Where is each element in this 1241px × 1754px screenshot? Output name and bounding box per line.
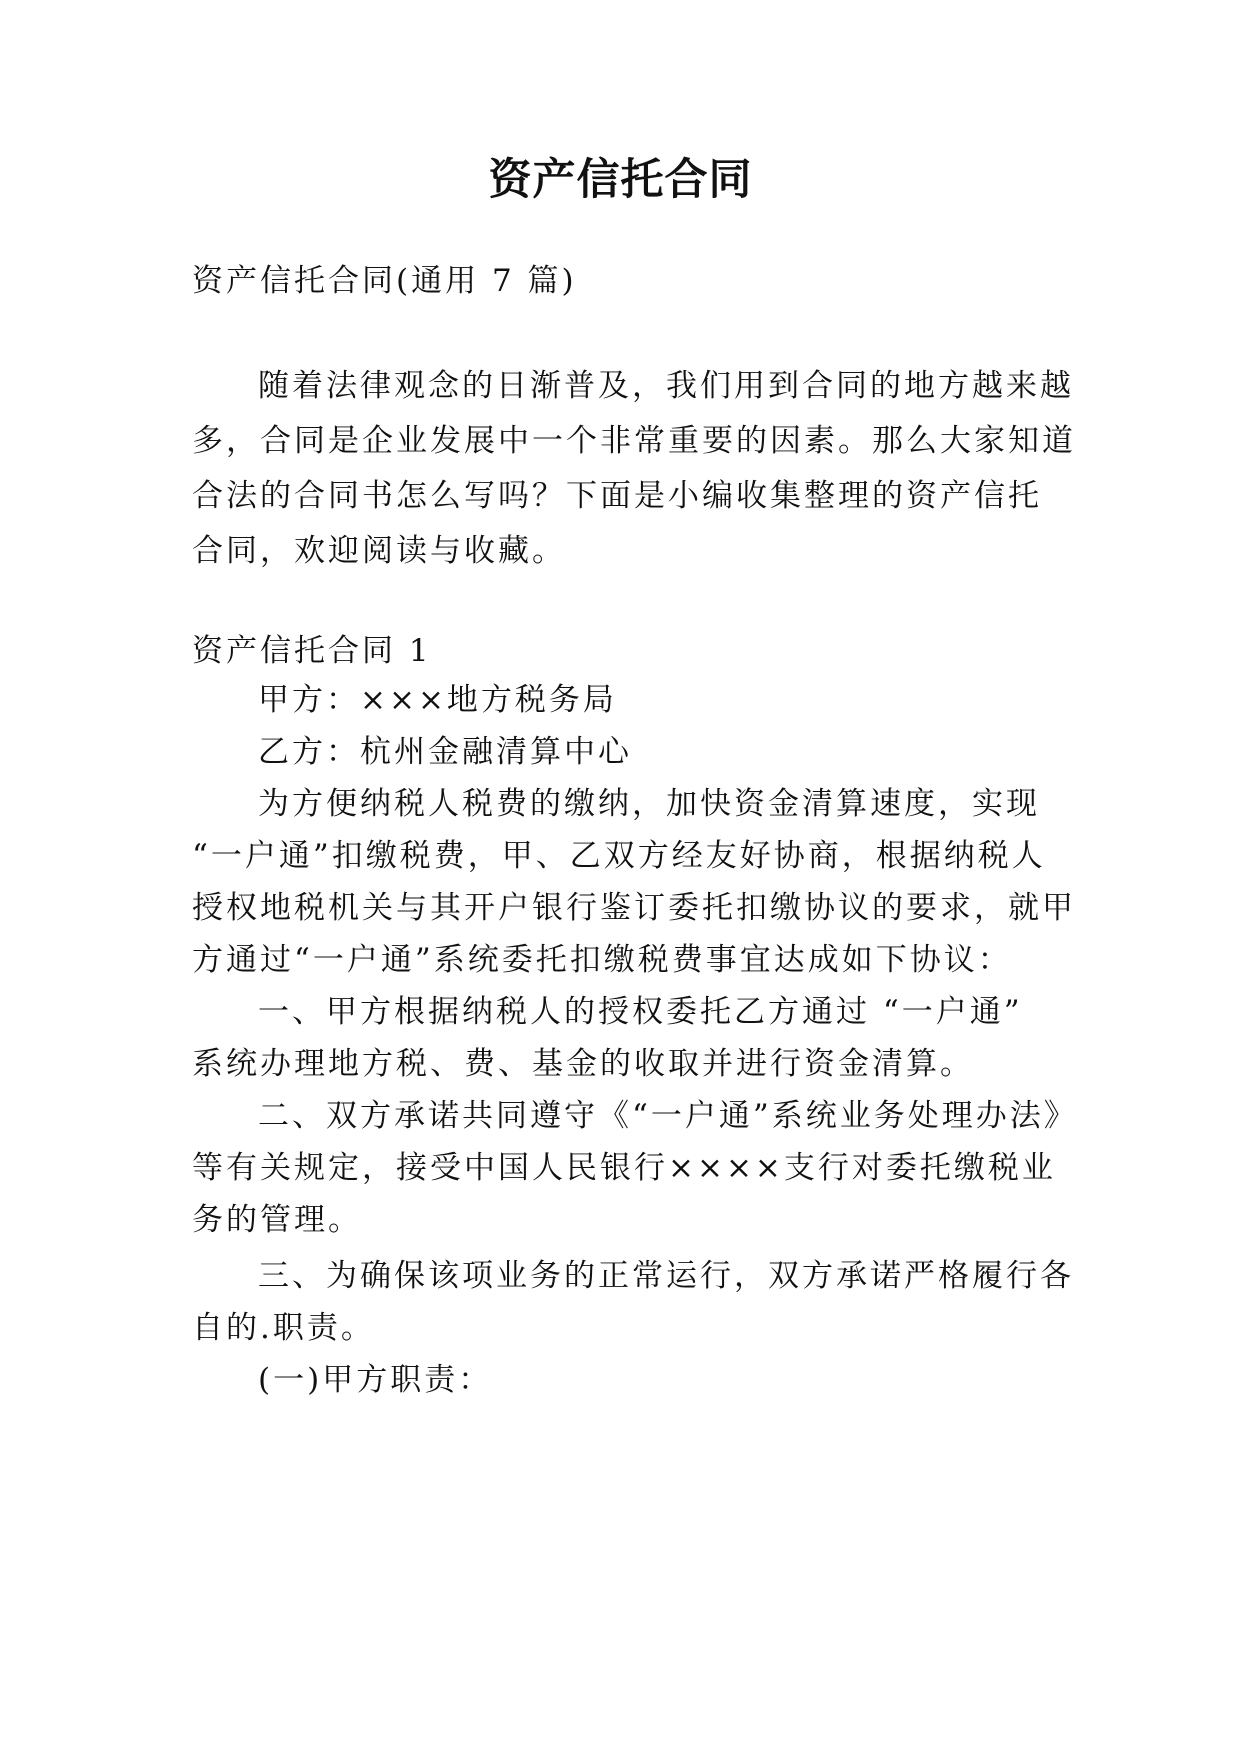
body-line: 二、双方承诺共同遵守《“一户通”系统业务处理办法》	[258, 1098, 1078, 1134]
body-line: 授权地税机关与其开户银行鉴订委托扣缴协议的要求，就甲	[192, 890, 1076, 926]
document-subtitle: 资产信托合同(通用 7 篇)	[192, 263, 577, 299]
party-b: 乙方：杭州金融清算中心	[258, 734, 632, 770]
body-line: 等有关规定，接受中国人民银行××××支行对委托缴税业	[192, 1150, 1056, 1186]
body-line: 方通过“一户通”系统委托扣缴税费事宜达成如下协议：	[192, 942, 1012, 978]
body-line: 为方便纳税人税费的缴纳，加快资金清算速度，实现	[258, 786, 1040, 822]
body-line: 一、甲方根据纳税人的授权委托乙方通过 “一户通”	[258, 994, 1023, 1030]
body-line: 自的.职责。	[192, 1310, 375, 1346]
body-line: 三、为确保该项业务的正常运行，双方承诺严格履行各	[258, 1258, 1074, 1294]
party-a: 甲方：×××地方税务局	[258, 682, 617, 718]
body-line: 系统办理地方税、费、基金的收取并进行资金清算。	[192, 1046, 974, 1082]
intro-line: 合同，欢迎阅读与收藏。	[192, 533, 566, 569]
intro-line: 多，合同是企业发展中一个非常重要的因素。那么大家知道	[192, 423, 1076, 459]
body-line: (一)甲方职责：	[258, 1362, 493, 1398]
body-line: “一户通”扣缴税费，甲、乙双方经友好协商，根据纳税人	[192, 838, 1046, 874]
section-heading: 资产信托合同 1	[192, 633, 432, 669]
intro-line: 随着法律观念的日渐普及，我们用到合同的地方越来越	[258, 368, 1074, 404]
intro-line: 合法的合同书怎么写吗？下面是小编收集整理的资产信托	[192, 478, 1042, 514]
document-title: 资产信托合同	[488, 155, 753, 205]
body-line: 务的管理。	[192, 1202, 362, 1238]
